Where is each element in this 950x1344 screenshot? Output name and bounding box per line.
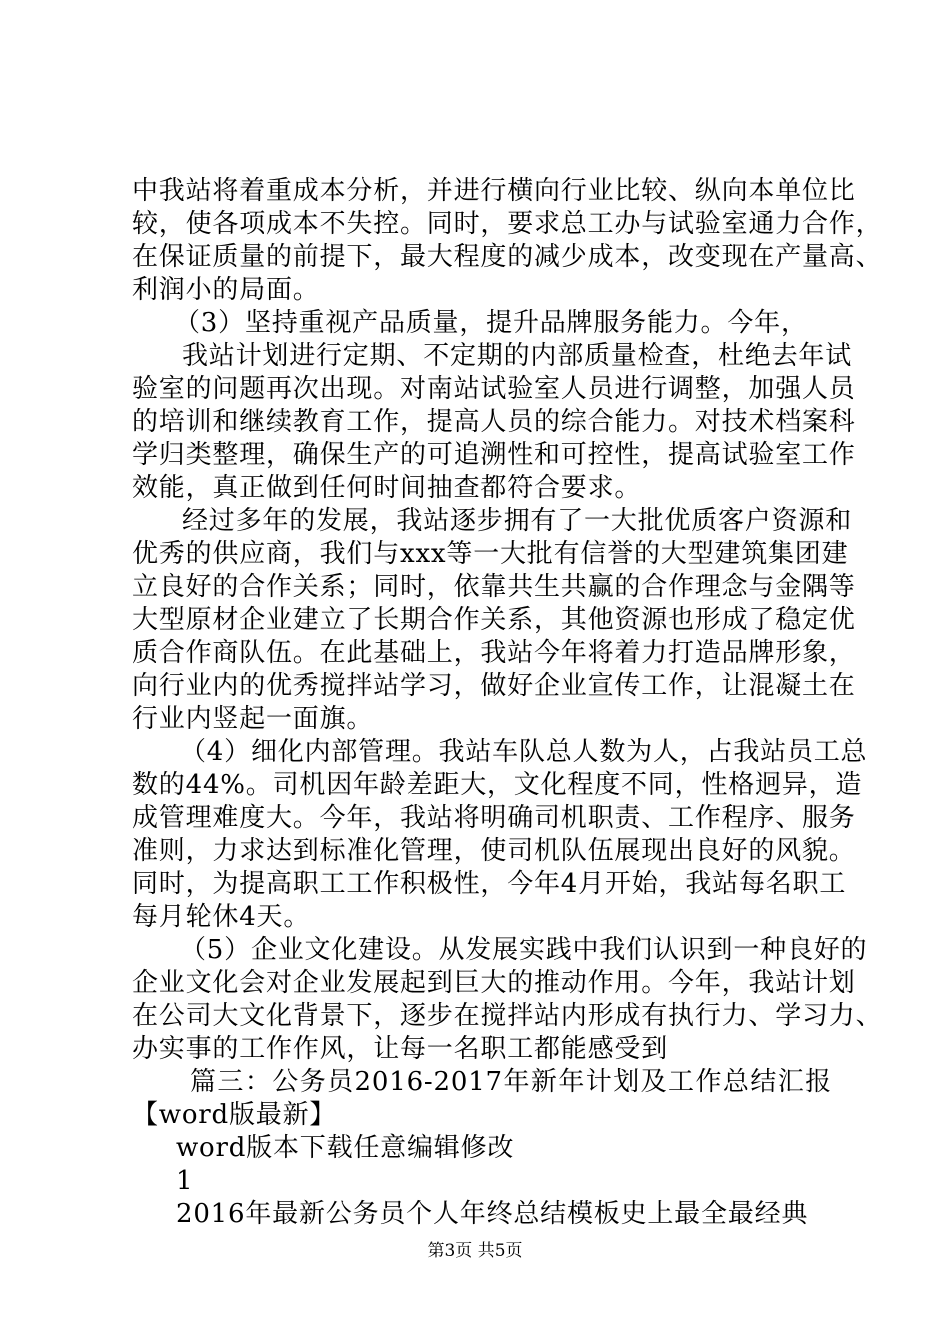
text-line: 的培训和继续教育工作，提高人员的综合能力。对技术档案科: [132, 407, 856, 437]
text-line: 较，使各项成本不失控。同时，要求总工办与试验室通力合作，: [132, 209, 883, 239]
text-line: 我站计划进行定期、不定期的内部质量检查，杜绝去年试: [182, 341, 853, 371]
text-line: 2016年最新公务员个人年终总结模板史上最全最经典: [176, 1199, 809, 1229]
text-line: 在公司大文化背景下，逐步在搅拌站内形成有执行力、学习力、: [132, 1001, 883, 1031]
text-line: 行业内竖起一面旗。: [132, 704, 374, 734]
text-line: 质合作商队伍。在此基础上，我站今年将着力打造品牌形象，: [132, 638, 856, 668]
text-line: 准则，力求达到标准化管理，使司机队伍展现出良好的风貌。: [132, 836, 856, 866]
section-heading-suffix: 【word版最新】: [132, 1100, 337, 1130]
text-line: 向行业内的优秀搅拌站学习，做好企业宣传工作，让混凝土在: [132, 671, 856, 701]
text-line: 数的44%。司机因年龄差距大，文化程度不同，性格迥异，造: [132, 770, 863, 800]
text-line: 同时，为提高职工工作积极性，今年4月开始，我站每名职工: [132, 869, 847, 899]
text-line: 优秀的供应商，我们与xxx等一大批有信誉的大型建筑集团建: [132, 539, 849, 569]
text-line: 利润小的局面。: [132, 275, 320, 305]
text-line: 在保证质量的前提下，最大程度的减少成本，改变现在产量高、: [132, 242, 883, 272]
text-line: （4）细化内部管理。我站车队总人数为人，占我站员工总: [180, 737, 868, 767]
text-line: （3）坚持重视产品质量，提升品牌服务能力。今年，: [174, 308, 808, 338]
text-line: 1: [176, 1166, 194, 1196]
text-line: 办实事的工作作风，让每一名职工都能感受到: [132, 1034, 669, 1064]
text-line: 大型原材企业建立了长期合作关系，其他资源也形成了稳定优: [132, 605, 856, 635]
section-heading: 篇三：公务员2016-2017年新年计划及工作总结汇报: [190, 1067, 832, 1097]
text-line: 成管理难度大。今年，我站将明确司机职责、工作程序、服务: [132, 803, 856, 833]
text-line: 中我站将着重成本分析，并进行横向行业比较、纵向本单位比: [132, 176, 856, 206]
text-line: （5）企业文化建设。从发展实践中我们认识到一种良好的: [180, 935, 868, 965]
text-line: 企业文化会对企业发展起到巨大的推动作用。今年，我站计划: [132, 968, 856, 998]
text-line: 效能，真正做到任何时间抽查都符合要求。: [132, 473, 642, 503]
text-line: 立良好的合作关系；同时，依靠共生共赢的合作理念与金隅等: [132, 572, 856, 602]
text-line: 经过多年的发展，我站逐步拥有了一大批优质客户资源和: [182, 506, 853, 536]
text-line: 验室的问题再次出现。对南站试验室人员进行调整，加强人员: [132, 374, 856, 404]
page-footer: 第3页 共5页: [427, 1241, 523, 1261]
text-line: word版本下载任意编辑修改: [176, 1133, 515, 1163]
text-line: 学归类整理，确保生产的可追溯性和可控性，提高试验室工作: [132, 440, 856, 470]
text-line: 每月轮休4天。: [132, 902, 311, 932]
